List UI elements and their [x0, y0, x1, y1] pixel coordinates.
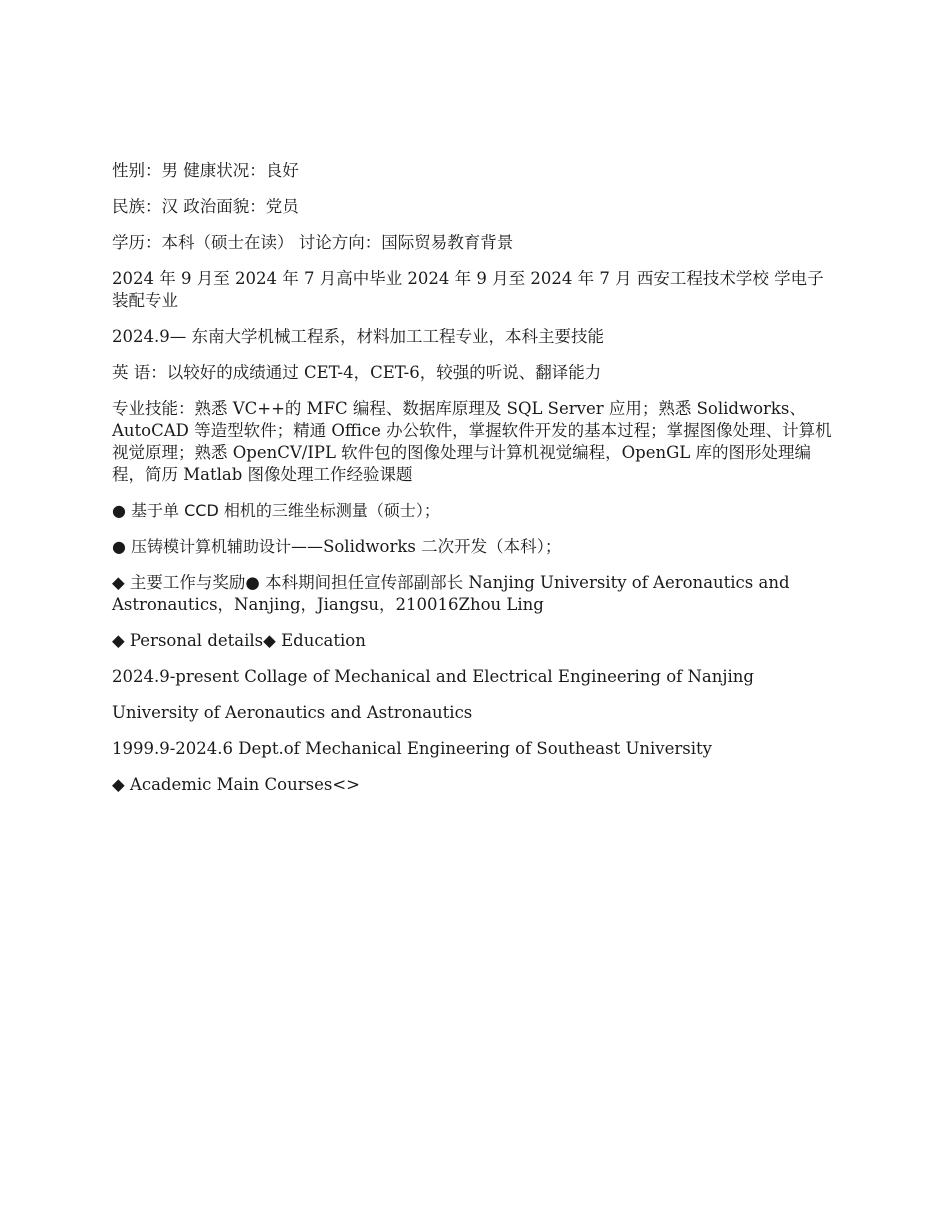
english-skill-line: 英 语：以较好的成绩通过 CET-4，CET-6，较强的听说、翻译能力 — [112, 363, 602, 382]
project-item-die-casting-suffix: Solidworks 二次开发（本科）； — [323, 537, 562, 556]
resume-document — [112, 160, 838, 810]
work-awards-line: ◆ 主要工作与奖励● 本科期间担任宣传部副部长 Nanjing University of Aeronautics and Astronautics，Nanjing，Jiangsu，210016Zhou Ling — [112, 573, 790, 614]
project-item-die-casting-prefix: ● 压铸模计算机辅助设计—— — [112, 537, 324, 556]
education-level-line: 学历：本科（硕士在读） 讨论方向：国际贸易教育背景 — [112, 233, 514, 252]
project-item-3d-measurement: ● 基于单 CCD 相机的三维坐标测量（硕士）； — [112, 501, 440, 520]
ethnicity-politics-line: 民族：汉 政治面貌：党员 — [112, 197, 299, 216]
professional-skills-paragraph: 专业技能：熟悉 VC++的 MFC 编程、数据库原理及 SQL Server 应用；熟悉 Solidworks、AutoCAD 等造型软件；精通 Office 办公软件，掌握软件开发的基本过程；掌握图像处理、计算机视觉原理；熟悉 OpenCV/IPL 软件包的图像处理与计算机视觉编程，OpenGL 库的图形处理编程，简历 Matlab 图像处理工作经验课题 — [112, 399, 832, 484]
university-line: 2024.9— 东南大学机械工程系，材料加工工程专业，本科主要技能 — [112, 327, 604, 346]
education-entry-nuaa: 2024.9-present Collage of Mechanical and Electrical Engineering of Nanjing — [112, 667, 754, 686]
gender-health-line: 性别：男 健康状况：良好 — [112, 161, 299, 180]
education-entry-nuaa-continued: University of Aeronautics and Astronautics — [112, 703, 473, 722]
education-entry-seu: 1999.9-2024.6 Dept.of Mechanical Engineering of Southeast University — [112, 739, 712, 758]
personal-details-heading: ◆ Personal details◆ Education — [112, 631, 366, 650]
academic-courses-heading: ◆ Academic Main Courses<> — [112, 775, 360, 794]
high-school-line: 2024 年 9 月至 2024 年 7 月高中毕业 2024 年 9 月至 2024 年 7 月 西安工程技术学校 学电子装配专业 — [112, 269, 824, 310]
project-item-die-casting — [112, 536, 838, 558]
